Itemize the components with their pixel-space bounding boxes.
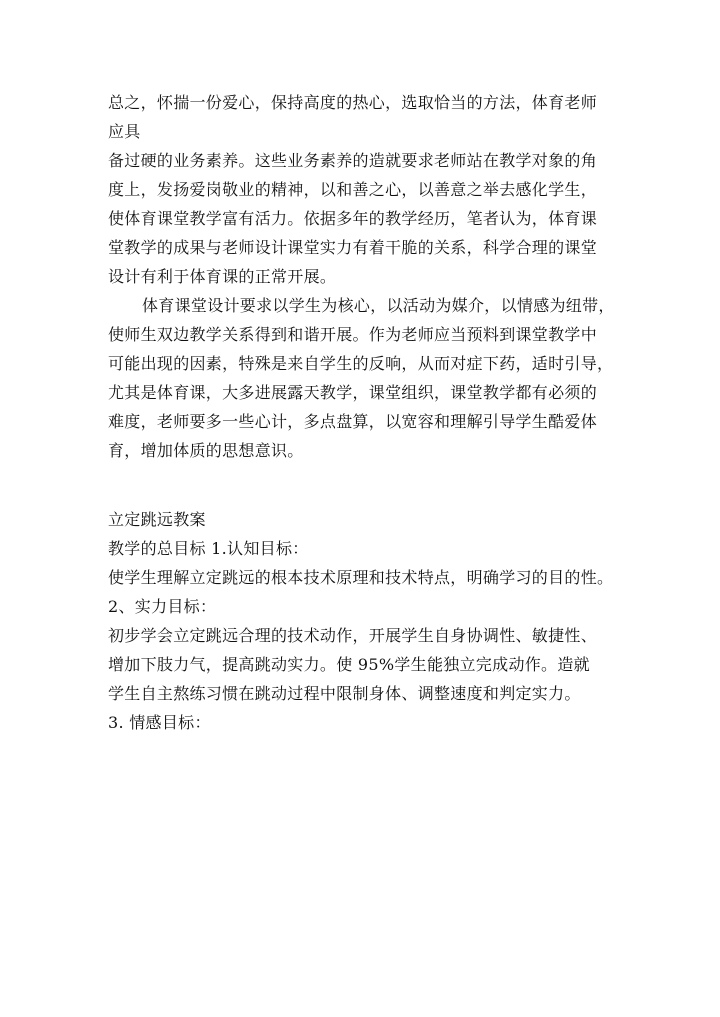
document-page [108, 88, 628, 737]
text-line: 可能出现的因素，特殊是来自学生的反响，从而对症下药，适时引导， [108, 354, 614, 373]
text-line: 使师生双边教学关系得到和谐开展。作为老师应当预料到课堂教学中 [108, 325, 598, 344]
text-line: 设计有利于体育课的正常开展。 [108, 267, 337, 286]
text-line: 总之，怀揣一份爱心，保持高度的热心，选取恰当的方法，体育老师 [108, 93, 598, 112]
goal2-paragraph [108, 621, 628, 708]
text-line: 备过硬的业务素养。这些业务素养的造就要求老师站在教学对象的角 [108, 151, 598, 170]
text-line: 增加下肢力气，提高跳动实力。使 95%学生能独立完成动作。造就 [108, 655, 590, 674]
paragraph-classroom-design [108, 291, 628, 465]
text-line: 堂教学的成果与老师设计课堂实力有着干脆的关系，科学合理的课堂 [108, 238, 598, 257]
text-line: 度上，发扬爱岗敬业的精神，以和善之心，以善意之举去感化学生， [108, 180, 598, 199]
text-line: 初步学会立定跳远合理的技术动作，开展学生自身协调性、敏捷性、 [108, 626, 598, 645]
text-line: 应具 [108, 122, 141, 141]
text-line: 育，增加体质的思想意识。 [108, 441, 304, 460]
text-line: 尤其是体育课，大多进展露天教学，课堂组织，课堂教学都有必须的 [108, 383, 598, 402]
goal3-heading: 3. 情感目标： [108, 713, 211, 732]
goal2-heading: 2、实力目标： [108, 597, 217, 616]
goal1-text: 使学生理解立定跳远的根本技术原理和技术特点，明确学习的目的性。 [108, 568, 614, 587]
text-line: 体育课堂设计要求以学生为核心，以活动为媒介，以情感为纽带， [142, 296, 615, 315]
text-line: 学生自主熬练习惯在跳动过程中限制身体、调整速度和判定实力。 [108, 684, 581, 703]
text-line: 使体育课堂教学富有活力。依据多年的教学经历，笔者认为，体育课 [108, 209, 598, 228]
text-line: 难度，老师要多一些心计，多点盘算，以宽容和理解引导学生酷爱体 [108, 412, 598, 431]
section-title: 立定跳远教案 [108, 510, 206, 529]
paragraph-summary [108, 88, 628, 291]
goal-heading: 教学的总目标 1.认知目标： [108, 539, 309, 558]
spacer [108, 465, 628, 505]
